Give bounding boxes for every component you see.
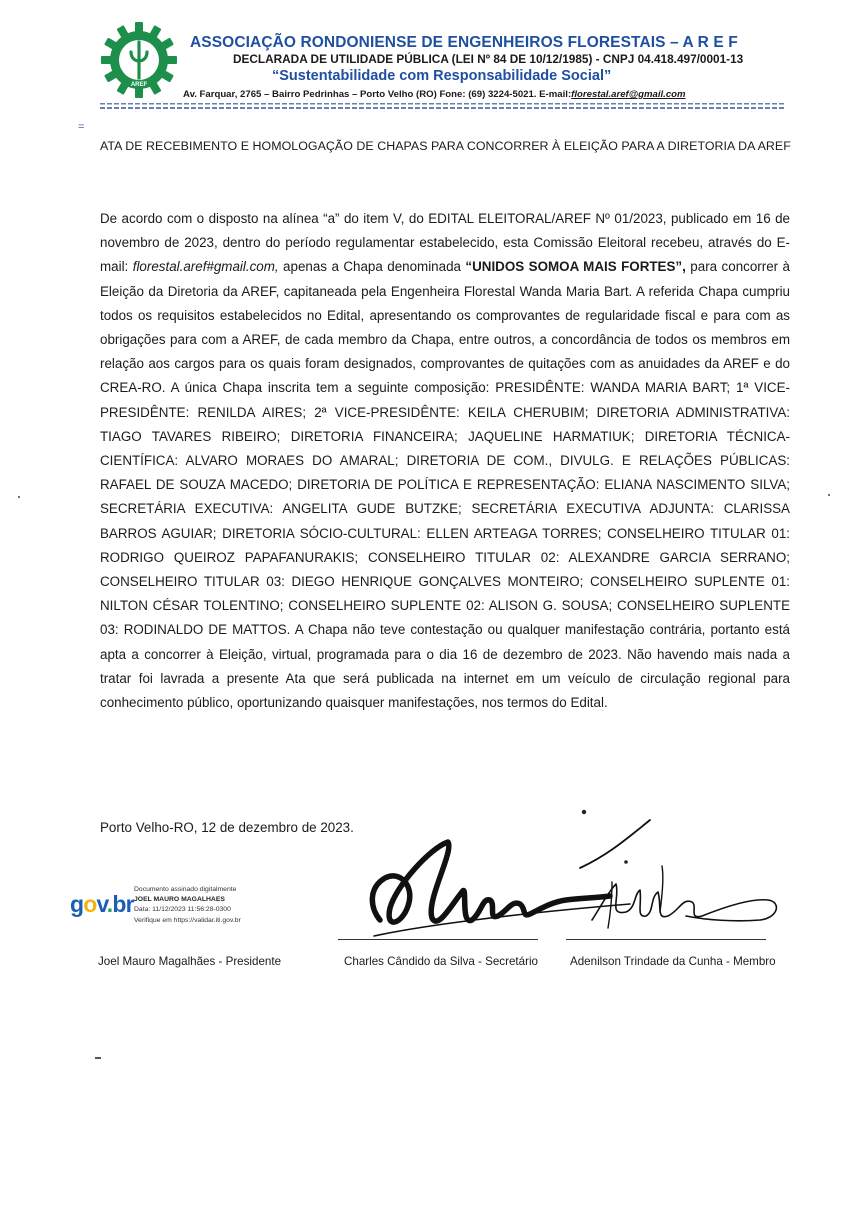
body-main: para concorrer à Eleição da Diretoria da AREF, capitaneada pela Engenheira Florestal Wanda Maria Bart. A referida Chapa cumpriu todos os requisitos estabelecidos no Edital, apresentando os comprovantes de regularidade fiscal e para com as obrigações para com a AREF, de cada membro da Chapa, entre outros, a concordância de todos os membros em relação aos cargos para os quais foram designados, comprovantes de quitações com as anuidades da AREF e do CREA-RO. A única Chapa inscrita tem a seguinte composição: PRESIDÊNTE: WANDA MARIA BART; 1ª VICE-PRESIDÊNTE: RENILDA AIRES; 2ª VICE-PRESIDÊNTE: KEILA CHERUBIM; DIRETORIA ADMINISTRATIVA: TIAGO TAVARES RIBEIRO; DIRETORIA FINANCEIRA; JAQUELINE HARMATIUK; DIRETORIA TÉCNICA-CIENTÍFICA: ALVARO MORAES DO AMARAL; DIRETORIA DE COM., DIVULG. E RELAÇÕES PÚBLICAS: RAFAEL DE SOUZA MACEDO; DIRETORIA DE POLÍTICA E REPRESENTAÇÃO: ELIANA NASCIMENTO SILVA; SECRETÁRIA EXECUTIVA: ANGELITA GUDE BUTZKE; SECRETÁRIA EXECUTIVA ADJUNTA: CLARISSA BARROS AGUIAR; DIRETORIA SÓCIO-CULTURAL: ELLEN ARTEAGA TORRES; CONSELHEIRO TITULAR 01: RODRIGO QUEIROZ PAPAFANURAKIS; CONSELHEIRO TITULAR 02: ALEXANDRE GARCIA SERRANO; CONSELHEIRO TITULAR 03: DIEGO HENRIQUE GONÇALVES MONTEIRO; CONSELHEIRO SUPLENTE 01: NILTON CÉSAR TOLENTINO; CONSELHEIRO SUPLENTE 02: ALISON G. SOUSA; CONSELHEIRO SUPLENTE 03: RODINALDO DE MATTOS. A Chapa não teve contestação ou qualquer manifestação contrária, portanto está apta a concorrer à Eleição, virtual, programada para o dia 16 de dezembro de 2023. Não havendo mais nada a tratar foi lavrada a presente Ata que será publicada na internet em um veículo de circulação regional para conhecimento público, oportunizando quaisquer manifestações, nos termos do Edital. <box>100 259 791 711</box>
scan-mark <box>95 1057 101 1059</box>
signatory-secretary: Charles Cândido da Silva - Secretário <box>344 955 538 968</box>
body-chapa-intro: apenas a Chapa denominada <box>278 259 466 275</box>
govbr-logo: gov.br <box>70 891 134 917</box>
signature-charles <box>372 842 610 922</box>
stamp-label: Documento assinado digitalmente <box>134 886 237 893</box>
signatory-member: Adenilson Trindade da Cunha - Membro <box>570 955 776 968</box>
association-name: ASSOCIAÇÃO RONDONIENSE DE ENGENHEIROS FLORESTAIS – A R E F <box>190 34 738 51</box>
digital-signature-stamp <box>134 885 241 926</box>
handwritten-signatures <box>330 808 790 948</box>
association-address <box>183 89 686 100</box>
signature-adenilson <box>592 884 776 921</box>
stamp-verify-link[interactable]: Verifique em https://validar.iti.gov.br <box>134 916 241 924</box>
body-chapa-name: “UNIDOS SOMOA MAIS FORTES”, <box>465 259 686 275</box>
document-body <box>100 207 790 715</box>
signatory-president: Joel Mauro Magalhães - Presidente <box>98 955 282 968</box>
logo-label: AREF <box>130 82 148 88</box>
signature-line-secretary <box>338 939 538 940</box>
divider-mark: = <box>78 121 85 133</box>
signature-line-member <box>566 939 766 940</box>
letterhead-divider <box>100 102 786 110</box>
stamp-signer: JOEL MAURO MAGALHAES <box>134 896 225 904</box>
scan-speck <box>828 494 830 496</box>
address-text: Av. Farquar, 2765 – Bairro Pedrinhas – Porto Velho (RO) Fone: (69) 3224-5021. E-mail: <box>183 89 572 100</box>
stamp-date: Data: 11/12/2023 11:56:28-0300 <box>134 906 231 914</box>
body-email: florestal.aref#gmail.com, <box>132 259 279 275</box>
address-email: florestal.aref@gmail.com <box>571 89 686 100</box>
association-slogan: “Sustentabilidade com Responsabilidade Social” <box>272 68 612 84</box>
place-and-date: Porto Velho-RO, 12 de dezembro de 2023. <box>100 820 354 835</box>
scan-speck <box>18 496 20 498</box>
aref-logo <box>99 20 179 100</box>
public-utility-declaration: DECLARADA DE UTILIDADE PÚBLICA (LEI Nº 84 DE 10/12/1985) - CNPJ 04.418.497/0001-13 <box>233 52 744 66</box>
body-intro: De acordo com o disposto na alínea “a” do item V, do EDITAL ELEITORAL/AREF Nº 01/2023, publicado em 16 de novembro de 2023, dentro do período regulamentar estabelecido, esta Comissão Eleitoral recebeu, através do E-mail: <box>100 211 790 275</box>
document-title: ATA DE RECEBIMENTO E HOMOLOGAÇÃO DE CHAPAS PARA CONCORRER À ELEIÇÃO PARA A DIRETORIA DA AREF <box>100 139 791 153</box>
